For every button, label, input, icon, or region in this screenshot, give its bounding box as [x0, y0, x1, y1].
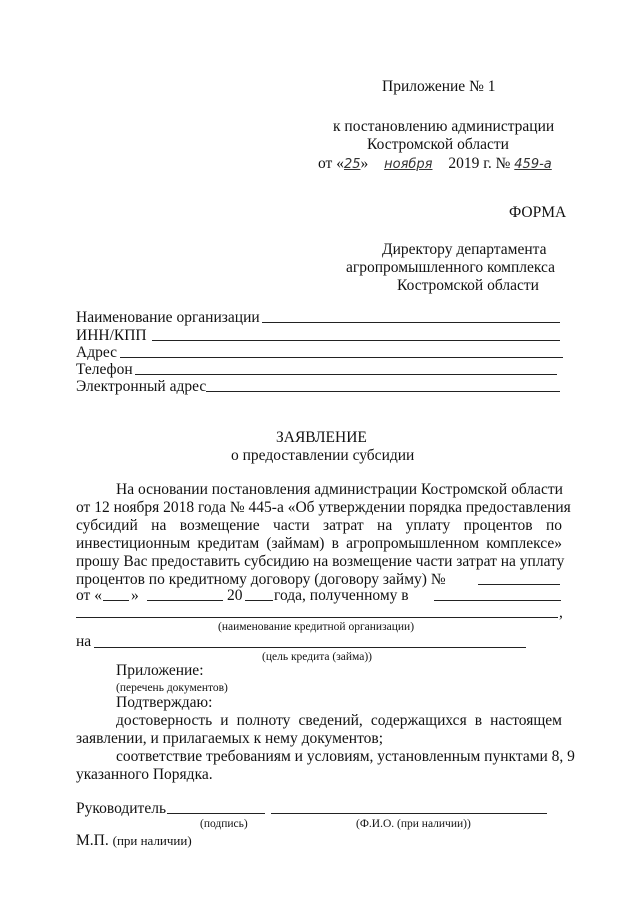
caption-bank: (наименование кредитной организации) — [218, 621, 415, 633]
date-mid: » — [360, 155, 373, 172]
body-line-4: инвестиционным кредитам (займам) в агропромышленном комплексе» — [76, 535, 562, 552]
confirm-1-line-1: достоверность и полноту сведений, содержащихся в настоящем — [116, 712, 562, 729]
confirm-1-line-2: заявлении, и прилагаемых к нему документов; — [76, 730, 384, 747]
signature-field[interactable] — [167, 813, 265, 814]
body-line-6: процентов по кредитному договору (договору займу) № — [76, 571, 446, 588]
lender-field[interactable] — [76, 617, 558, 618]
purpose-prefix: на — [76, 633, 92, 650]
application-subtitle: о предоставлении субсидии — [231, 447, 415, 464]
body-line-1: На основании постановления администрации Костромской области — [116, 481, 563, 498]
email-label: Электронный адрес — [76, 378, 207, 395]
addressee-line-1: Директору департамента — [382, 241, 547, 258]
inn-label: ИНН/КПП — [76, 327, 147, 344]
body-line-2: от 12 ноября 2018 года № 445-а «Об утверждении порядка предоставления — [76, 499, 571, 516]
attachment-label: Приложение: — [116, 662, 204, 679]
contract-day-field[interactable] — [103, 600, 129, 601]
body-line-3: субсидий на возмещение части затрат на уплату процентов по — [76, 517, 562, 534]
date-from-open: от « — [76, 587, 102, 604]
email-field[interactable] — [206, 391, 560, 392]
date-month: ноября — [384, 157, 433, 172]
caption-full-name: (Ф.И.О. (при наличии)) — [356, 818, 471, 830]
confirm-2-line-2: указанного Порядка. — [76, 766, 213, 783]
body-line-5: прошу Вас предоставить субсидию на возмещение части затрат на уплату — [76, 553, 565, 570]
confirm-label: Подтверждаю: — [116, 694, 213, 711]
phone-label: Телефон — [76, 361, 133, 378]
contract-month-field[interactable] — [147, 600, 223, 601]
date-day: 25 — [343, 157, 361, 172]
phone-field[interactable] — [135, 374, 557, 375]
purpose-field[interactable] — [94, 647, 526, 648]
contract-year-field[interactable] — [245, 600, 273, 601]
decree-line-2: Костромской области — [367, 136, 509, 153]
signature-head-label: Руководитель — [76, 800, 167, 817]
caption-signature: (подпись) — [200, 818, 248, 830]
full-name-field[interactable] — [271, 813, 547, 814]
date-year: 2019 г. № — [444, 155, 515, 172]
received-in-text: года, полученному в — [274, 587, 409, 604]
address-field[interactable] — [120, 357, 563, 358]
caption-docs: (перечень документов) — [116, 682, 228, 694]
decree-number: 459-а — [514, 157, 552, 172]
date-prefix: от « — [318, 155, 344, 172]
contract-number-field[interactable] — [478, 584, 560, 585]
date-from-close: » — [131, 587, 139, 604]
inn-field[interactable] — [152, 340, 560, 341]
addressee-line-2: агропромышленного комплекса — [346, 259, 555, 276]
form-label: ФОРМА — [509, 204, 567, 221]
caption-purpose: (цель кредита (займа)) — [262, 651, 372, 663]
year-prefix: 20 — [227, 587, 243, 604]
decree-date-line — [318, 155, 552, 174]
application-title: ЗАЯВЛЕНИЕ — [276, 429, 367, 446]
org-name-label: Наименование организации — [76, 309, 260, 326]
decree-line-1: к постановлению администрации — [333, 118, 555, 135]
appendix-number: Приложение № 1 — [382, 78, 496, 95]
confirm-2-line-1: соответствие требованиям и условиям, установленным пунктами 8, 9 — [116, 748, 575, 765]
stamp-label: М.П. (при наличии) — [76, 832, 192, 849]
addressee-line-3: Костромской области — [397, 277, 539, 294]
address-label: Адрес — [76, 344, 117, 361]
lender-comma: , — [559, 604, 563, 621]
org-name-field[interactable] — [262, 322, 560, 323]
lender-field-start[interactable] — [434, 600, 561, 601]
